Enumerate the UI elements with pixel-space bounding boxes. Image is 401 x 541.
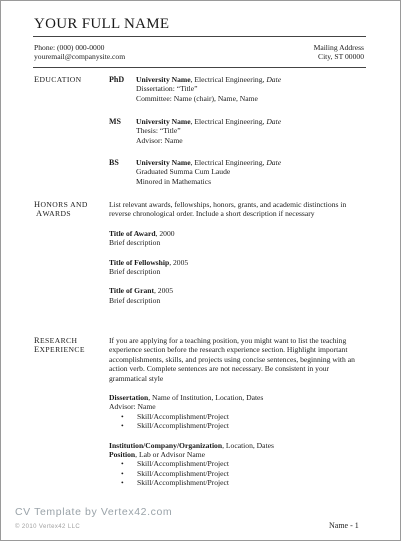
city-text: City, ST 00000 (318, 52, 364, 62)
degree-label: PhD (109, 75, 125, 84)
bullet-list (109, 412, 367, 431)
honor-item: Title of Award, 2000 Brief description (109, 228, 175, 248)
list-item: • Skill/Accomplishment/Project (109, 478, 367, 487)
research-entry: Dissertation, Name of Institution, Location, Dates Advisor: Name • Skill/Accomplishment/Project • Skill/Accomplishment/Project (109, 393, 367, 431)
section-heading-research: RESEARCH EXPERIENCE (34, 336, 85, 355)
honors-intro: List relevant awards, fellowships, honors, grants, and academic distinctions in reverse chronological order. Include a short description if necessary (109, 200, 347, 219)
list-item: • Skill/Accomplishment/Project (109, 421, 367, 430)
research-content (109, 336, 367, 488)
education-degree-ms: MS University Name, Electrical Engineering, Date Thesis: “Title” Advisor: Name (109, 117, 282, 145)
list-item: • Skill/Accomplishment/Project (109, 412, 367, 421)
contact-divider (33, 67, 366, 68)
honors-content (109, 200, 367, 305)
education-degree-phd: PhD University Name, Electrical Engineering, Date Dissertation: “Title” Committee: Name (chair), Name, Name (109, 75, 282, 103)
research-intro: If you are applying for a teaching position, you might want to list the teaching experience section before the research experience section. Highlight important accomplishments, skills, and projects using concise sentences, beginning with an action verb. Complete sentences are not necessary. Be consistent in your grammatical style (109, 336, 355, 383)
contact-block (34, 43, 125, 62)
header-divider (33, 36, 366, 37)
email-text: youremail@companysite.com (34, 52, 126, 62)
degree-label: MS (109, 117, 121, 126)
degree-label: BS (109, 158, 119, 167)
copyright-text: © 2010 Vertex42 LLC (15, 524, 81, 530)
honor-item: Title of Fellowship, 2005 Brief description (109, 257, 189, 277)
address-label: Mailing Address (313, 43, 364, 52)
template-brand-text: CV Template by Vertex42.com (15, 506, 173, 518)
research-entry: Institution/Company/Organization, Location, Dates Position, Lab or Advisor Name • Skill/Accomplishment/Project • Skill/Accomplishment/Project • Skill/Accomplishment/Project (109, 441, 367, 488)
full-name-heading: YOUR FULL NAME (34, 16, 170, 32)
section-heading-honors: HONORS AND AWARDS (34, 200, 88, 219)
page-number: Name - 1 (329, 521, 359, 530)
section-heading-education: EDUCATION (34, 75, 82, 84)
bullet-list (109, 459, 367, 487)
list-item: • Skill/Accomplishment/Project (109, 469, 367, 478)
honor-item: Title of Grant, 2005 Brief description (109, 286, 173, 305)
education-degree-bs: BS University Name, Electrical Engineering, Date Graduated Summa Cum Laude Minored in Mathematics (109, 158, 282, 186)
list-item: • Skill/Accomplishment/Project (109, 459, 367, 468)
address-block (241, 43, 364, 62)
phone-text: Phone: (000) 000-0000 (34, 43, 105, 52)
